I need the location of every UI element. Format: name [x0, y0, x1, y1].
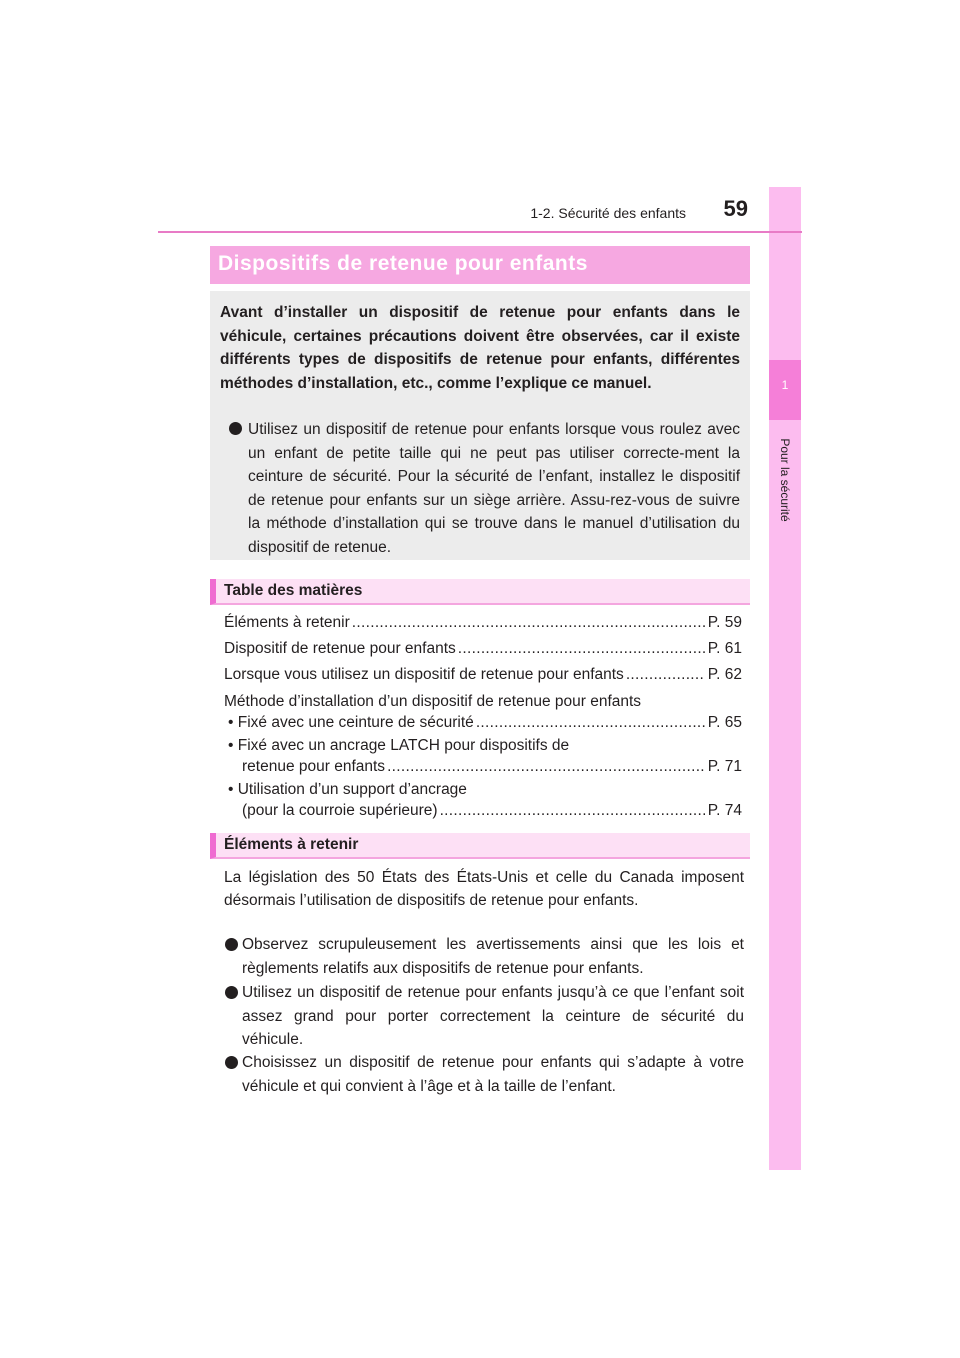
remember-bullet: Observez scrupuleusement les avertissements ainsi que les lois et règlements relatifs aux dispositifs de retenue pour enfants. [242, 936, 744, 977]
toc-entry-label: Éléments à retenir ..... [224, 612, 705, 634]
toc-subentry[interactable] [228, 712, 742, 734]
bullet-icon [225, 1056, 238, 1069]
remember-bullet: Choisissez un dispositif de retenue pour enfants qui s’adapte à votre véhicule et qui convient à l’âge et à la taille de l’enfant. [242, 1054, 744, 1095]
toc-subentry-label-line1[interactable]: • Fixé avec un ancrage LATCH pour dispositifs de [228, 737, 570, 754]
toc-subentry-page: P. 71 [707, 758, 742, 775]
toc-entry[interactable] [224, 638, 742, 660]
toc-group-title: Méthode d’installation d’un dispositif de retenue pour enfants [224, 693, 642, 710]
toc-subentry-label: retenue pour enfants ..... [242, 756, 705, 778]
toc-subentry-page: P. 65 [707, 714, 742, 731]
header-rule [158, 231, 802, 233]
side-chapter-number: 1 [781, 378, 789, 392]
bullet-icon [225, 938, 238, 951]
toc-subentry[interactable] [242, 800, 742, 822]
bullet-icon [229, 422, 242, 435]
toc-subentry-label: (pour la courroie supérieure) ..... [242, 800, 705, 822]
page-title: Dispositifs de retenue pour enfants [218, 252, 588, 275]
side-chapter-tab [769, 187, 801, 1170]
toc-entry[interactable] [224, 664, 742, 686]
toc-entry-page: P. 62 [707, 666, 742, 683]
remember-intro: La législation des 50 États des États-Unis et celle du Canada imposent désormais l’utilisation de dispositifs de retenue pour enfants. [224, 869, 744, 909]
toc-heading-bar [210, 579, 750, 605]
toc-entry[interactable] [224, 612, 742, 634]
toc-entry-page: P. 61 [707, 640, 742, 657]
toc-entry-label: Dispositif de retenue pour enfants ..... [224, 638, 705, 660]
running-header-section: 1-2. Sécurité des enfants [530, 205, 686, 221]
side-chapter-label: Pour la sécurité [778, 438, 792, 522]
toc-subentry-page: P. 74 [707, 802, 742, 819]
toc-subentry[interactable] [242, 756, 742, 778]
intro-text: Avant d’installer un dispositif de retenue pour enfants dans le véhicule, certaines précautions doivent être observées, car il existe différents types de dispositifs de retenue pour enfants, différentes méthodes d’installation, etc., comme l’explique ce manuel. [220, 304, 740, 392]
remember-bullet: Utilisez un dispositif de retenue pour enfants jusqu’à ce que l’enfant soit assez grand pour porter correctement la ceinture de sécurité du véhicule. [242, 984, 744, 1048]
toc-entry-page: P. 59 [707, 614, 742, 631]
intro-bullet: Utilisez un dispositif de retenue pour enfants lorsque vous roulez avec un enfant de petite taille qui ne peut pas utiliser correcte-ment la ceinture de sécurité. Pour la sécurité de l’enfant, installez le dispositif de retenue pour enfants sur un siège arrière. Assu-rez-vous de suivre la méthode d’installation qui se trouve dans le manuel d’utilisation du dispositif de retenue. [248, 421, 740, 556]
toc-subentry-label: • Fixé avec une ceinture de sécurité ..... [228, 712, 705, 734]
page-title-bar [210, 246, 750, 284]
page-number: 59 [723, 196, 748, 221]
toc-entry-label: Lorsque vous utilisez un dispositif de retenue pour enfants ..... [224, 664, 705, 686]
toc-subentry-label-line1[interactable]: • Utilisation d’un support d’ancrage [228, 781, 467, 798]
remember-heading: Éléments à retenir [224, 836, 359, 853]
toc-heading: Table des matières [224, 582, 363, 599]
bullet-icon [225, 986, 238, 999]
remember-heading-bar [210, 833, 750, 859]
